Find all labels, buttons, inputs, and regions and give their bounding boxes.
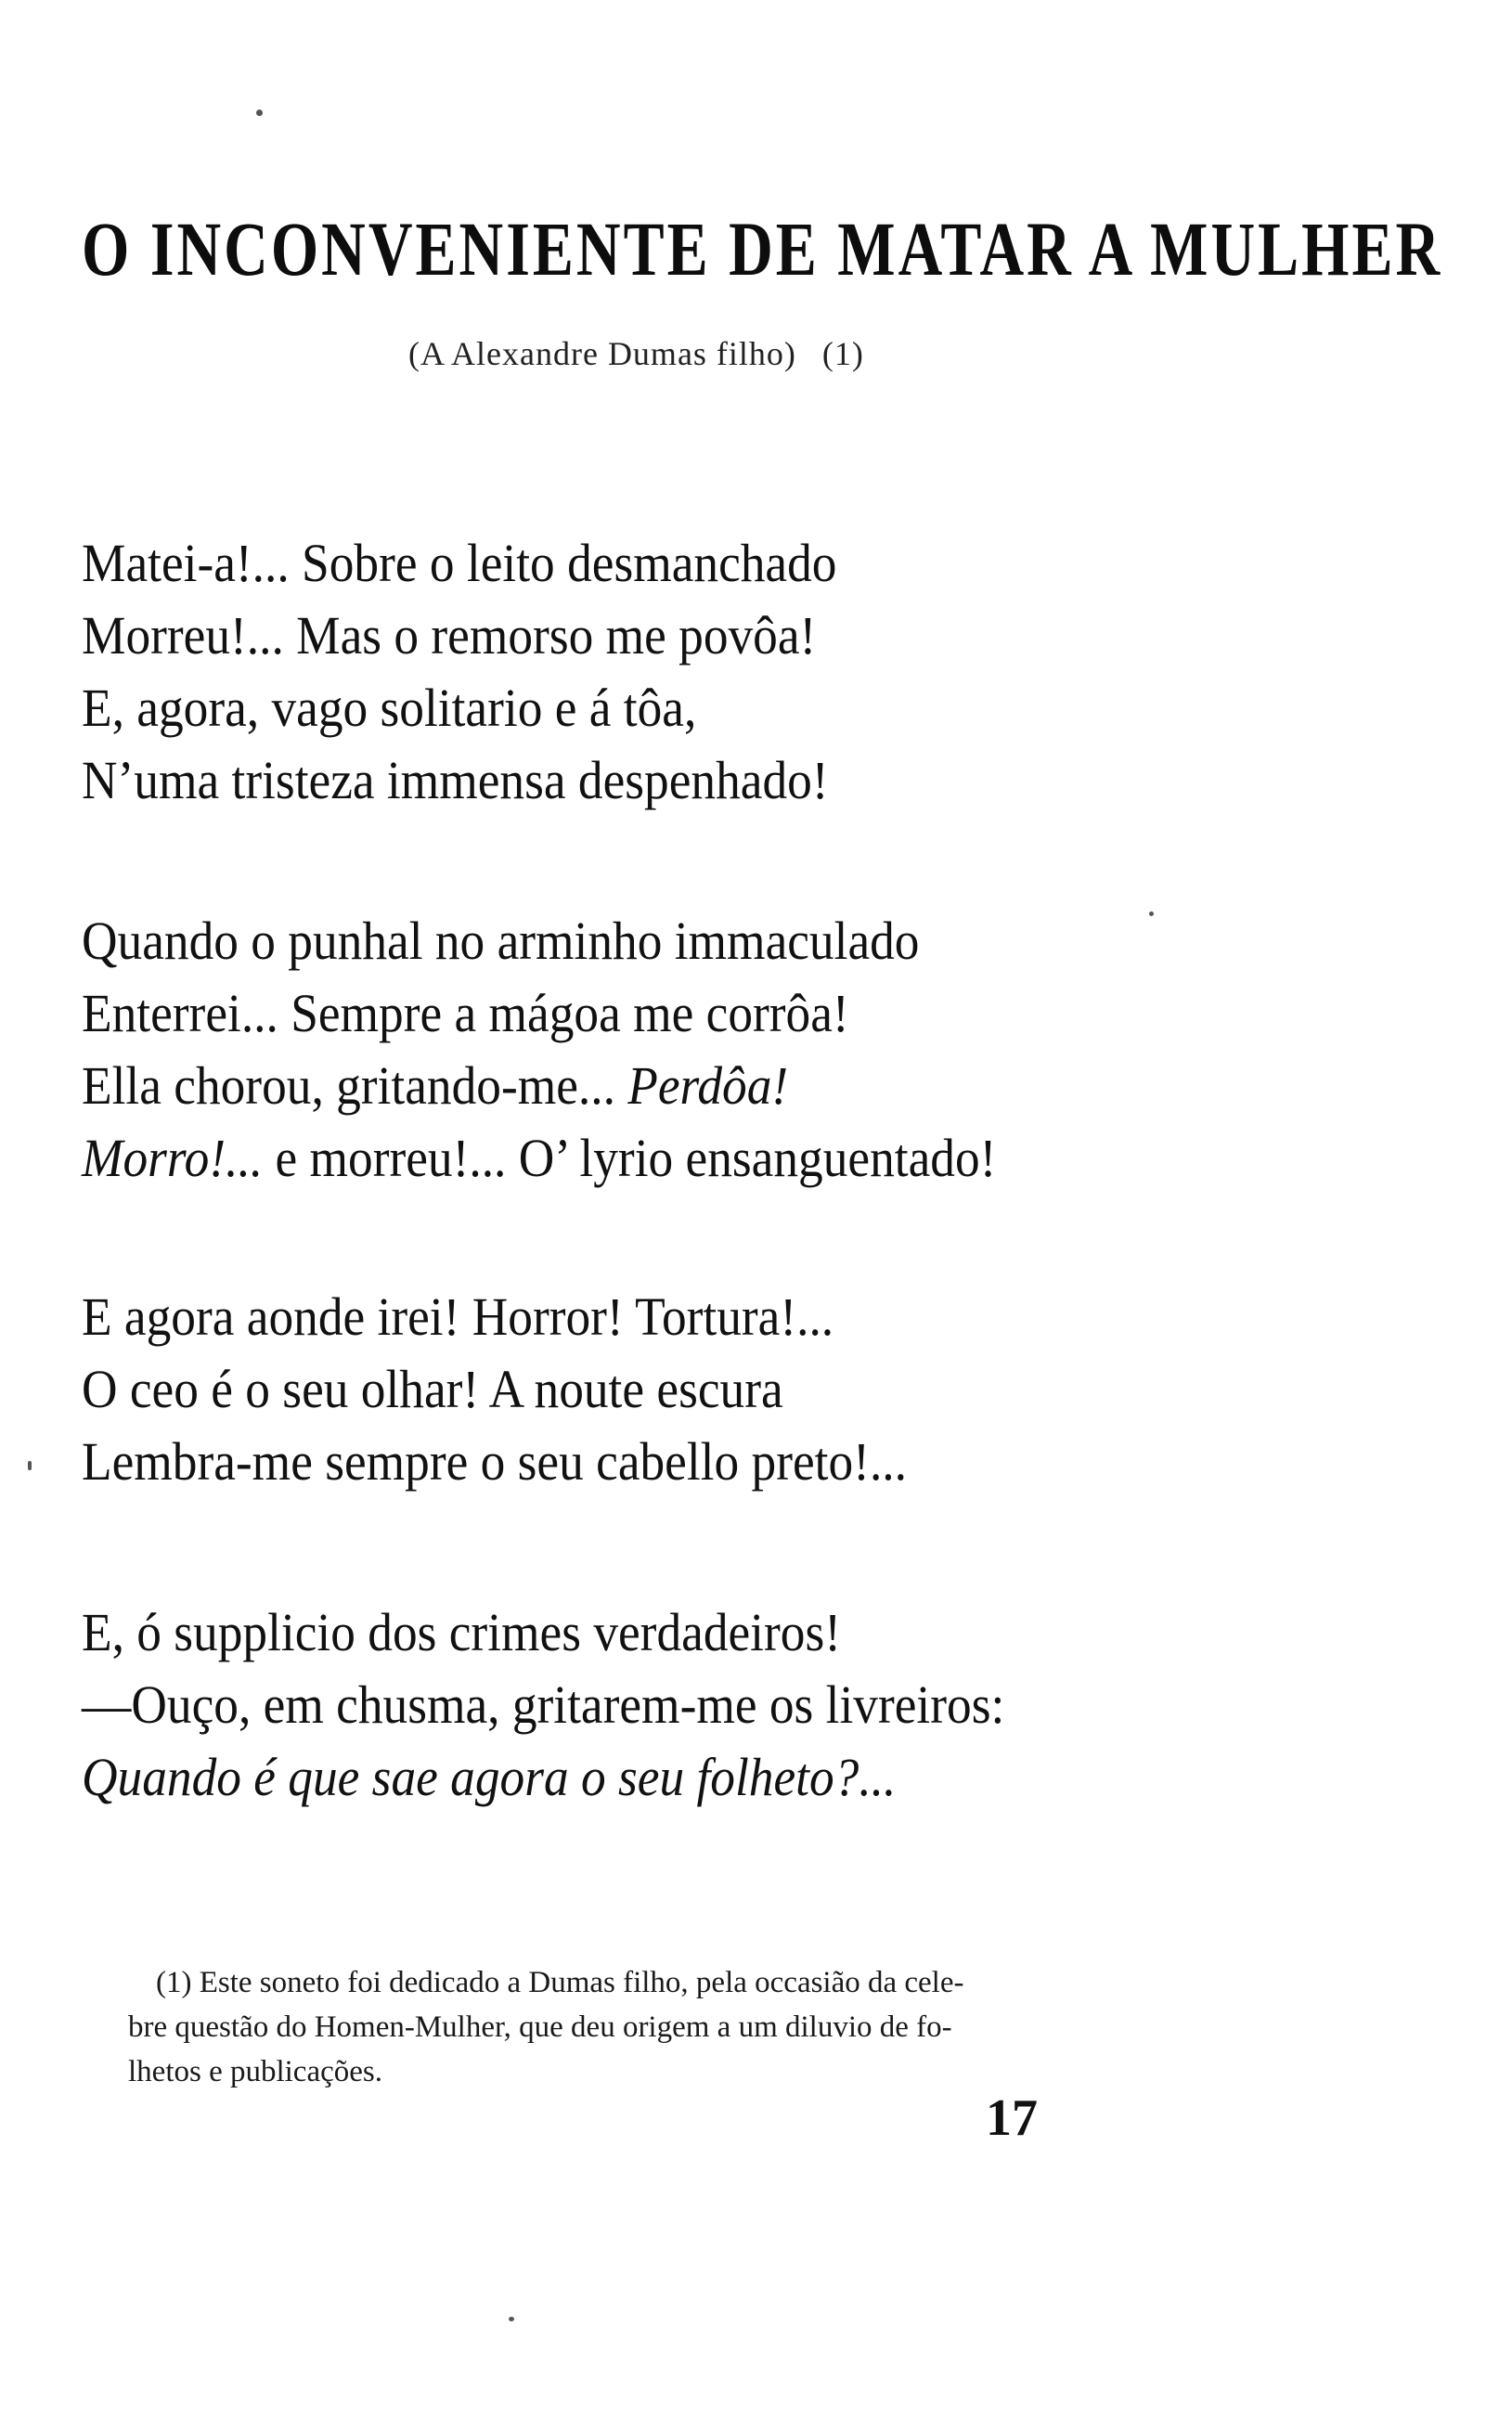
verse-italic: Perdôa! <box>627 1055 789 1116</box>
verse-line: Morreu!... Mas o remorso me povôa! <box>82 605 817 666</box>
verse-line: E agora aonde irei! Horror! Tortura!... <box>82 1286 834 1347</box>
stanza-3 <box>82 1281 1195 1498</box>
verse-line <box>82 1050 1106 1122</box>
verse-text: Ella chorou, gritando-me... <box>82 1055 628 1116</box>
verse-line <box>82 1122 1106 1195</box>
footnote-line: bre questão do Homen-Mulher, que deu origem a um diluvio de fo- <box>128 2010 952 2044</box>
dedication-text: (A Alexandre Dumas filho) <box>408 335 796 372</box>
verse-line: —Ouço, em chusma, gritarem-me os livreiros: <box>82 1674 1005 1735</box>
poem-title: O INCONVENIENTE DE MATAR A MULHER <box>82 207 1443 292</box>
verse-line: Quando o punhal no arminho immaculado <box>82 911 920 971</box>
dedication <box>408 334 864 373</box>
verse-italic: Quando é que sae agora o seu folheto?... <box>82 1747 897 1807</box>
footnote-reference: (1) <box>821 335 864 372</box>
ink-speck <box>509 2317 514 2321</box>
ink-speck <box>28 1461 32 1470</box>
verse-text: e morreu!... O’ lyrio ensanguentado! <box>263 1128 997 1188</box>
verse-line <box>82 1741 1106 1814</box>
footnote-line: (1) Este soneto foi dedicado a Dumas filho, pela occasião da cele- <box>156 1966 964 1999</box>
ink-speck <box>256 110 263 116</box>
footnote-line: lhetos e publicações. <box>128 2055 382 2088</box>
verse-italic: Morro!... <box>82 1128 264 1188</box>
verse-line: E, agora, vago solitario e á tôa, <box>82 678 697 738</box>
stanza-2 <box>82 905 1195 1195</box>
verse-line: N’uma tristeza immensa despenhado! <box>82 750 829 810</box>
footnote <box>128 1960 1186 2094</box>
stanza-4 <box>82 1596 1195 1814</box>
verse-line: O ceo é o seu olhar! A noute escura <box>82 1359 783 1419</box>
verse-line: E, ó supplicio dos crimes verdadeiros! <box>82 1602 841 1662</box>
verse-line: Matei-a!... Sobre o leito desmanchado <box>82 533 837 593</box>
verse-line: Lembra-me sempre o seu cabello preto!... <box>82 1431 907 1492</box>
stanza-1 <box>82 527 1195 817</box>
ink-speck <box>1149 911 1154 916</box>
verse-line: Enterrei... Sempre a mágoa me corrôa! <box>82 983 849 1043</box>
page-number: 17 <box>986 2089 1038 2147</box>
